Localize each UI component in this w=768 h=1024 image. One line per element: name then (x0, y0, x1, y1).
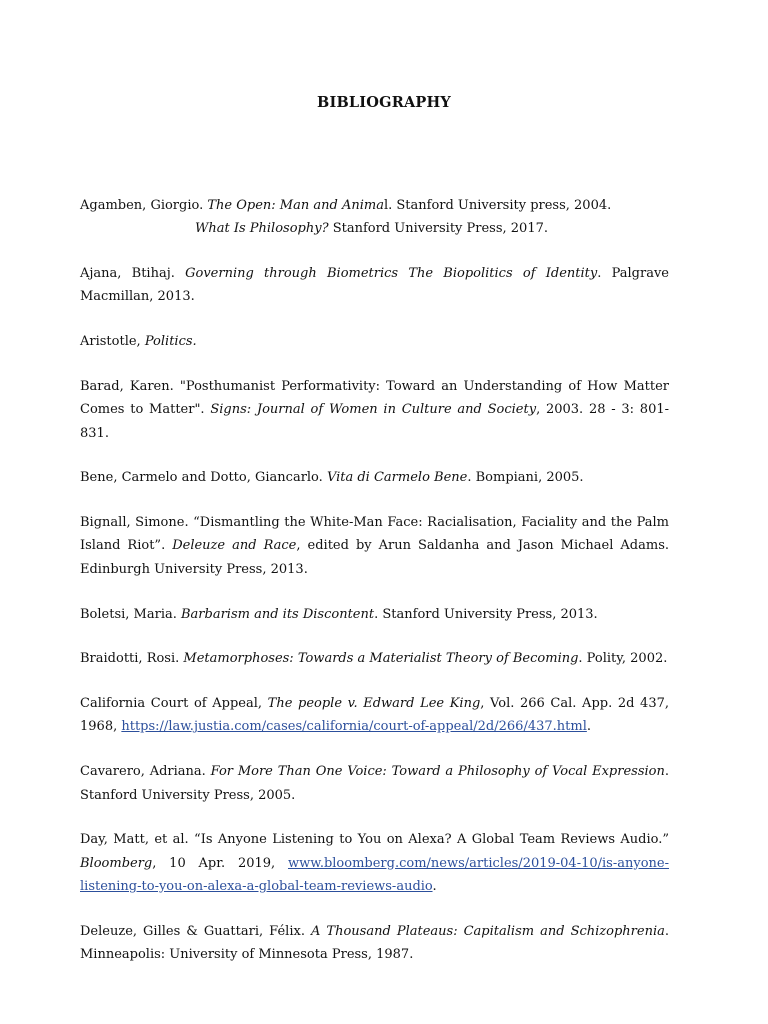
entry-details: . Polity, 2002. (578, 651, 668, 667)
bib-entry-bene (80, 466, 669, 489)
entry-title: Vita di Carmelo Bene (326, 470, 468, 486)
entry-details: Stanford University Press, 2017. (328, 221, 549, 237)
entry-details: , 10 Apr. 2019, (152, 855, 288, 871)
entry-details: . Stanford University Press, 2013. (374, 606, 598, 622)
entry-title: The Open: Man and Anima (207, 198, 384, 213)
bib-entry-boletsi (80, 603, 669, 626)
entry-title: The people v. Edward Lee King (267, 696, 481, 712)
bib-entry-barad (80, 375, 669, 445)
entry-author: Cavarero, Adriana. (80, 764, 211, 780)
entry-details: . Palgrave Macmillan, 2013. (80, 266, 669, 305)
entry-title: Bloomberg (80, 855, 153, 871)
entry-author: Ajana, Btihaj. (80, 266, 186, 282)
bib-entry-deleuze (80, 920, 669, 967)
entry-end: . (586, 719, 591, 735)
entry-title: Barbarism and its Discontent (181, 606, 375, 622)
bib-entry-cavarero (80, 760, 669, 807)
bib-entry-agamben (80, 194, 669, 241)
entry-details: . Stanford University Press, 2005. (80, 764, 669, 803)
entry-title: A Thousand Plateaus: Capitalism and Schizophrenia (311, 923, 665, 939)
entry-title: What Is Philosophy? (195, 221, 329, 237)
bib-entry-braidotti (80, 647, 669, 670)
entry-author: Aristotle, (80, 334, 145, 350)
entry-title: Politics. (144, 334, 197, 350)
entry-author: Boletsi, Maria. (80, 606, 181, 622)
entry-title: Signs: Journal of Women in Culture and Society (210, 402, 537, 418)
entry-author: Barad, Karen. "Posthumanist Performativity: Toward an Understanding of How Matter Comes to Matter". (80, 378, 669, 418)
entry-title: Deleuze and Race (172, 538, 297, 554)
entry-details: l. Stanford University press, 2004. (383, 198, 612, 213)
entry-author: Day, Matt, et al. “Is Anyone Listening to You on Alexa? A Global Team Reviews Audio.” (80, 832, 669, 848)
entry-details: , edited by Arun Saldanha and Jason Michael Adams. Edinburgh University Press, 2013. (80, 538, 670, 577)
entry-author: Agamben, Giorgio. (80, 198, 208, 213)
entry-author: California Court of Appeal, (80, 696, 268, 712)
bib-entry-california-court (80, 692, 669, 739)
bloomberg-link[interactable]: www.bloomberg.com/news/articles/2019-04-10/is-anyone-listening-to-you-on-alexa-a-global-team-reviews-audio (80, 855, 669, 894)
entry-end: . (432, 878, 437, 894)
entry-title: Governing through Biometrics The Biopolitics of Identity (185, 266, 598, 282)
entry-details: . Bompiani, 2005. (467, 470, 584, 486)
entry-author: Bignall, Simone. “Dismantling the White-Man Face: Racialisation, Faciality and the Palm Island Riot”. (80, 515, 669, 554)
bib-entry-ajana (80, 262, 669, 309)
entry-title: For More Than One Voice: Toward a Philosophy of Vocal Expression (210, 764, 665, 780)
justia-link[interactable]: https://law.justia.com/cases/california/court-of-appeal/2d/266/437.html (121, 719, 587, 735)
bibliography-list (80, 194, 669, 988)
bib-entry-day (80, 828, 669, 898)
entry-details: , Vol. 266 Cal. App. 2d 437, 1968, (80, 696, 670, 735)
entry-author: Braidotti, Rosi. (80, 651, 184, 667)
bib-entry-aristotle (80, 330, 669, 353)
entry-author: Bene, Carmelo and Dotto, Giancarlo. (80, 470, 327, 486)
entry-details: . Minneapolis: University of Minnesota Press, 1987. (80, 923, 670, 963)
entry-title: Metamorphoses: Towards a Materialist Theory of Becoming (183, 651, 579, 667)
page-title: BIBLIOGRAPHY (317, 94, 451, 111)
entry-continuation (80, 217, 669, 240)
entry-details: , 2003. 28 - 3: 801-831. (80, 402, 669, 441)
entry-author: Deleuze, Gilles & Guattari, Félix. (80, 923, 311, 939)
bib-entry-bignall (80, 511, 669, 581)
